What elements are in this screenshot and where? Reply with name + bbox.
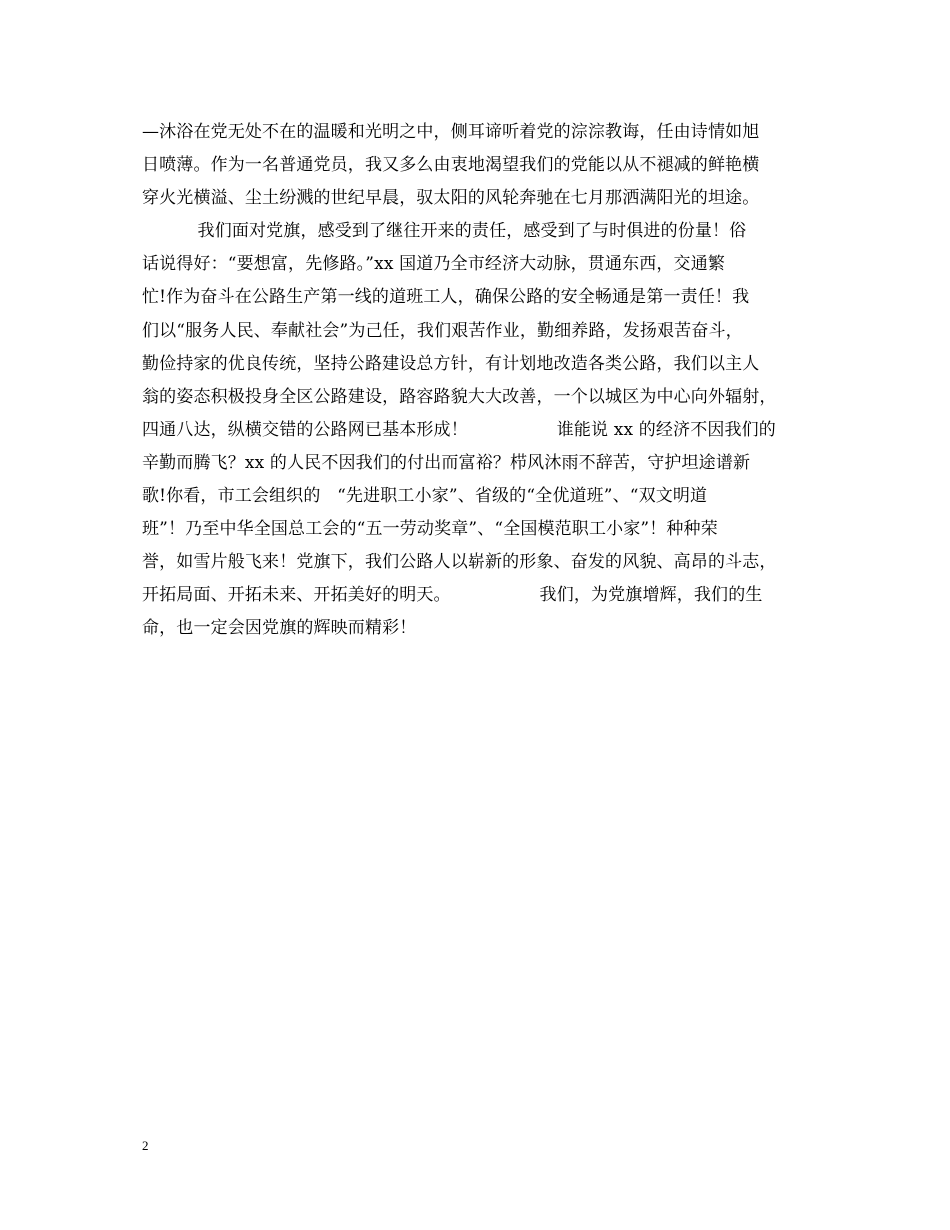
text-line: 誉，如雪片般飞来！党旗下，我们公路人以崭新的形象、奋发的风貌、高昂的斗志， xyxy=(142,552,777,573)
text-line: 歌!你看，市工会组织的 “先进职工小家”、省级的“全优道班”、“双文明道 xyxy=(142,486,708,507)
text-line: 忙!作为奋斗在公路生产第一线的道班工人，确保公路的安全畅通是第一责任！我 xyxy=(142,287,750,308)
text-line: 辛勤而腾飞？xx 的人民不因我们的付出而富裕？栉风沐雨不辞苦，守护坦途谱新 xyxy=(142,452,751,473)
text-line: 穿火光横溢、尘土纷溅的世纪早晨，驭太阳的风轮奔驰在七月那洒满阳光的坦途。 xyxy=(142,188,760,209)
text-line: 我们面对党旗，感受到了继往开来的责任，感受到了与时俱进的份量！俗 xyxy=(142,221,747,242)
text-line: 班”！乃至中华全国总工会的“五一劳动奖章”、“全国模范职工小家”！种种荣 xyxy=(142,519,718,540)
text-line: 命，也一定会因党旗的辉映而精彩！ xyxy=(142,618,417,639)
text-line: 开拓局面、开拓未来、开拓美好的明天。 我们，为党旗增辉，我们的生 xyxy=(142,585,763,606)
text-line: 们以“服务人民、奉献社会”为己任，我们艰苦作业，勤细养路，发扬艰苦奋斗， xyxy=(142,320,743,341)
text-line: 日喷薄。作为一名普通党员，我又多么由衷地渴望我们的党能以从不褪减的鲜艳横 xyxy=(142,155,760,176)
text-line: 翁的姿态积极投身全区公路建设，路容路貌大大改善，一个以城区为中心向外辐射， xyxy=(142,386,777,407)
text-line: 四通八达，纵横交错的公路网已基本形成！ 谁能说 xx 的经济不因我们的 xyxy=(142,419,776,440)
page-number: 2 xyxy=(142,1138,149,1153)
text-line: 勤俭持家的优良传统，坚持公路建设总方针，有计划地改造各类公路，我们以主人 xyxy=(142,353,760,374)
text-line: 话说得好：“要想富，先修路。”xx 国道乃全市经济大动脉，贯通东西，交通繁 xyxy=(142,254,726,275)
body-text xyxy=(142,116,832,646)
text-line: —沐浴在党无处不在的温暖和光明之中，侧耳谛听着党的淙淙教诲，任由诗情如旭 xyxy=(142,122,760,142)
